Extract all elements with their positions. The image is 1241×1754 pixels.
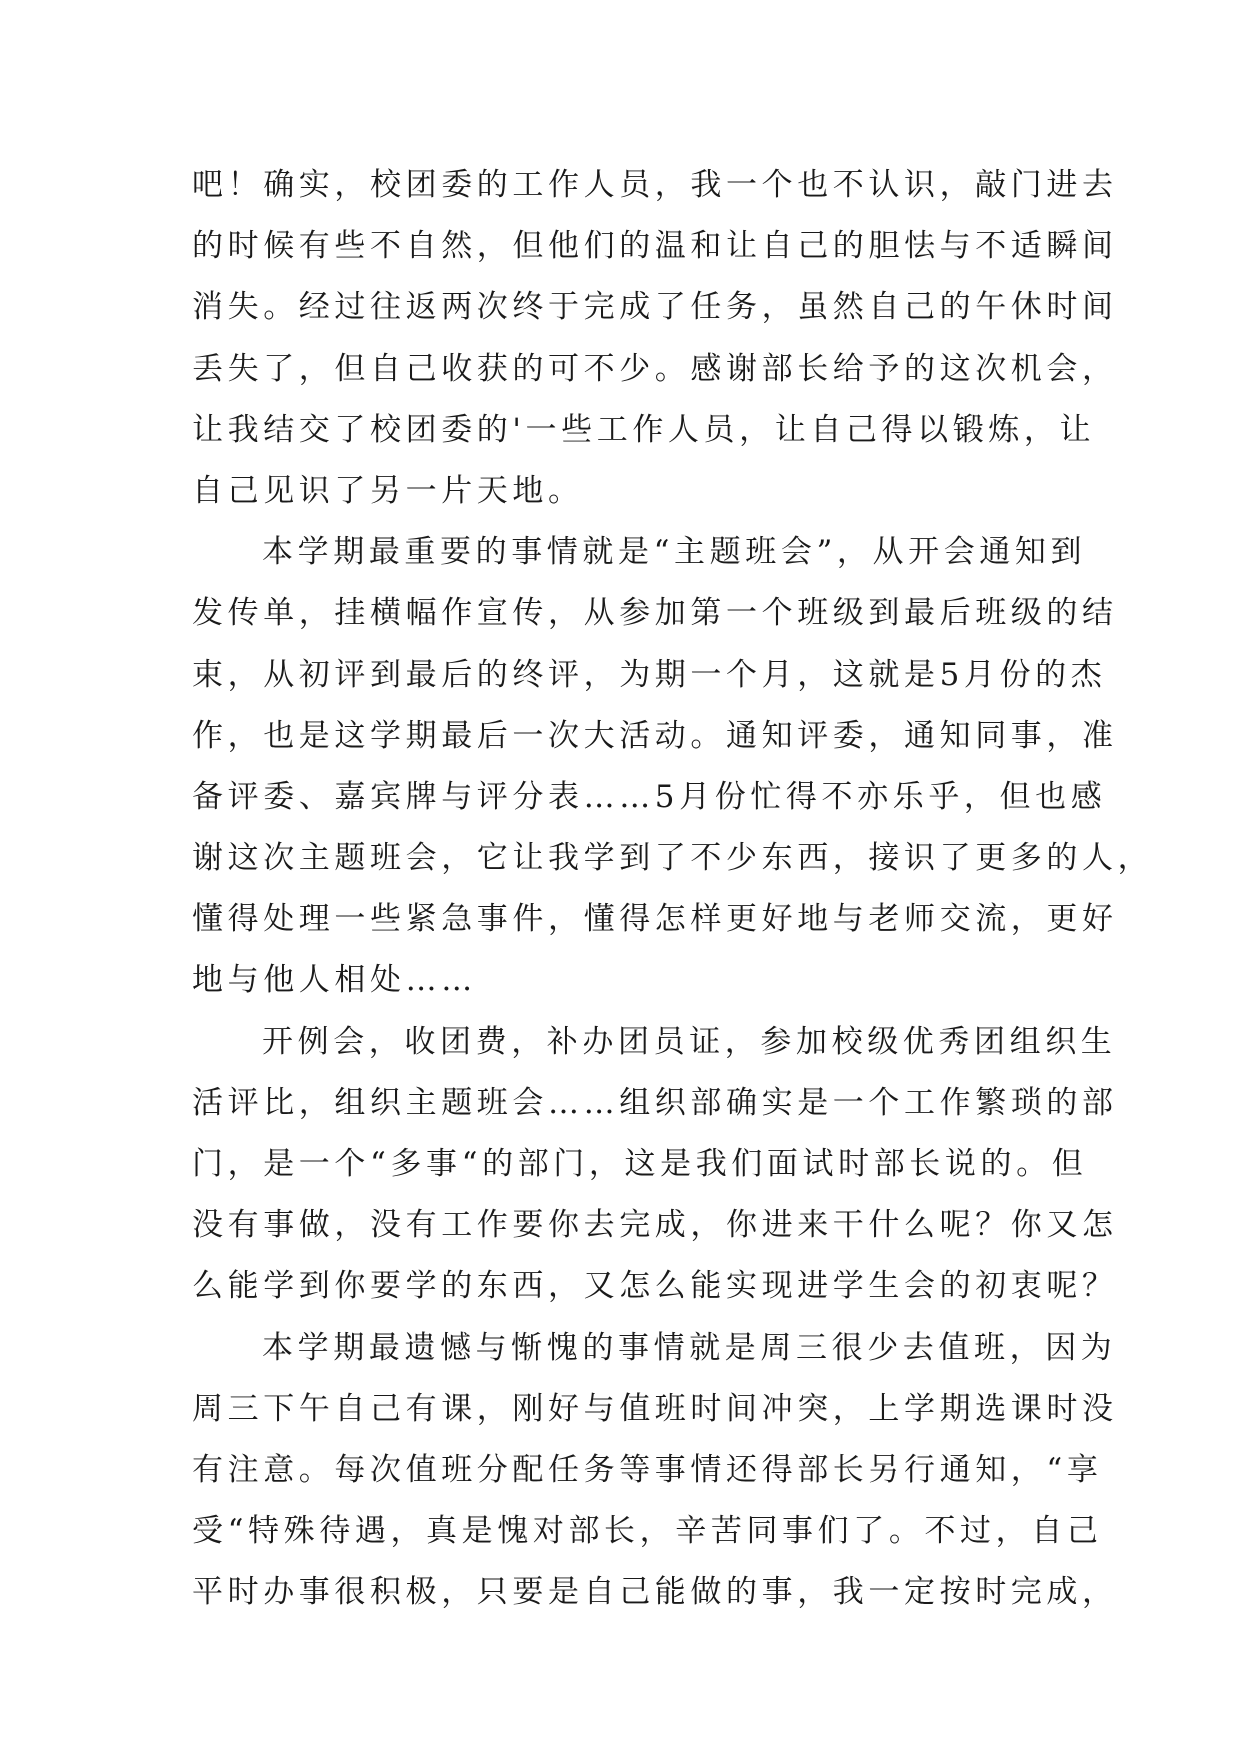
text-line: 活评比，组织主题班会……组织部确实是一个工作繁琐的部 [192,1084,1118,1121]
document-body [192,155,1154,1624]
text-line: 消失。经过往返两次终于完成了任务，虽然自己的午休时间 [192,289,1118,326]
text-line: 有注意。每次值班分配任务等事情还得部长另行通知，“享 [192,1451,1103,1488]
text-line: 束，从初评到最后的终评，为期一个月，这就是5月份的杰 [192,656,1107,693]
text-line: 门，是一个“多事“的部门，这是我们面试时部长说的。但 [192,1146,1088,1182]
text-line: 受“特殊待遇，真是愧对部长，辛苦同事们了。不过，自己 [192,1513,1103,1550]
text-line: 谢这次主题班会，它让我学到了不少东西，接识了更多的人， [192,840,1154,877]
text-line: 周三下午自己有课，刚好与值班时间冲突，上学期选课时没 [192,1390,1118,1427]
text-line: 自己见识了另一片天地。 [192,472,584,509]
paragraph-first-line: 本学期最重要的事情就是“主题班会”，从开会通知到 [262,534,1087,571]
text-line: 没有事做，没有工作要你去完成，你进来干什么呢？你又怎 [192,1207,1118,1244]
paragraph-first-line: 开例会，收团费，补办团员证，参加校级优秀团组织生 [262,1023,1117,1060]
text-line: 的时候有些不自然，但他们的温和让自己的胆怯与不适瞬间 [192,228,1118,265]
text-line: 懂得处理一些紧急事件，懂得怎样更好地与老师交流，更好 [192,901,1118,938]
text-line: 平时办事很积极，只要是自己能做的事，我一定按时完成， [192,1574,1118,1611]
text-line: 发传单，挂横幅作宣传，从参加第一个班级到最后班级的结 [192,595,1118,632]
text-line: 丢失了，但自己收获的可不少。感谢部长给予的这次机会， [192,350,1118,387]
text-line: 地与他人相处…… [192,962,477,999]
paragraph-first-line: 本学期最遗憾与惭愧的事情就是周三很少去值班，因为 [262,1329,1117,1366]
text-line: 作，也是这学期最后一次大活动。通知评委，通知同事，准 [192,717,1118,754]
text-line: 让我结交了校团委的'一些工作人员，让自己得以锻炼，让 [192,411,1096,448]
text-line: 么能学到你要学的东西，又怎么能实现进学生会的初衷呢？ [192,1268,1118,1305]
text-line: 备评委、嘉宾牌与评分表……5月份忙得不亦乐乎，但也感 [192,778,1107,815]
text-line: 吧！确实，校团委的工作人员，我一个也不认识，敲门进去 [192,167,1118,203]
